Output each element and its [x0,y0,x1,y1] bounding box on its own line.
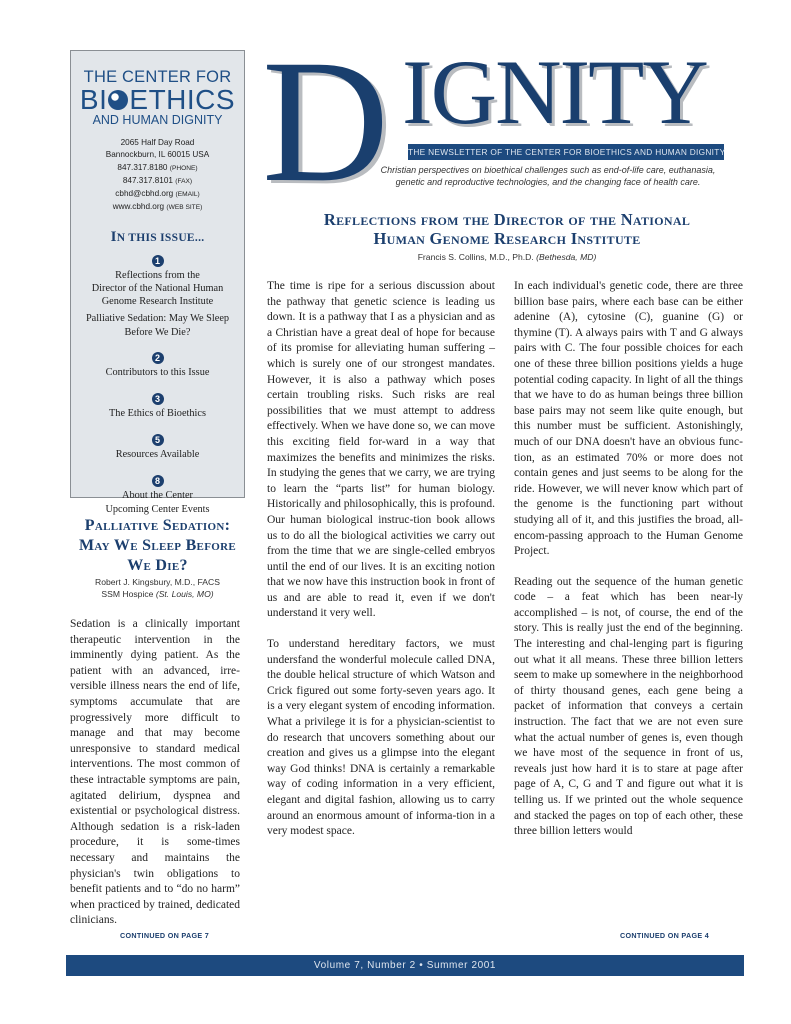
author-location: (Bethesda, MD) [536,252,597,262]
masthead-tagline [368,164,728,188]
title-line1: Palliative Sedation: [84,517,231,534]
page-number-badge: 1 [152,255,164,267]
toc-item: About the Center [122,490,193,502]
fax-label: (FAX) [175,177,193,185]
phone-line [71,162,244,175]
paragraph: Reading out the sequence of the human genetic code – a feat which has been near-ly accomplished – is not, of course, the end of the story. This is really just the end of the beginning. The interesting and chal-lenging part is figuring out what it all means. These three billion letters seem to make up somewhere in the neighborhood of thirty thousand genes, each gene being a packet of information that conveys a certain instruction. The fact that we are not even sure what the actual number of genes is, even though we have most of the sequence in front of us, reveals just how hard it is to stare at page after page of A, C, G and T and figure out what it is telling us. If we printed out the whole sequence and stacked the pages on top of each other, these three billion letters would [514,575,743,838]
toc-group-page-8[interactable] [71,471,244,515]
toc-item: Director of the National Human [91,282,224,294]
main-article-title [262,211,752,248]
org-name-bi: BI [79,84,108,115]
web-label: (WEB SITE) [166,204,203,212]
email-line [71,188,244,201]
globe-icon [108,90,128,110]
toc-group-page-1[interactable] [71,251,244,339]
email-link[interactable]: cbhd@cbhd.org [115,189,174,199]
page-number-badge: 2 [152,352,164,364]
issue-footer-bar: Volume 7, Number 2 • Summer 2001 [66,955,744,976]
tagline-line1: Christian perspectives on bioethical challenges such as end-of-life care, euthanasia, [380,165,716,175]
fax-line [71,175,244,188]
title-line1: Reflections from the Director of the National [323,210,691,229]
toc-item: Contributors to this Issue [105,366,210,378]
side-article-header [70,516,245,600]
toc-item: Upcoming Center Events [105,503,210,515]
title-line2: May We Sleep Before [79,537,236,554]
phone-label: (PHONE) [169,164,198,172]
author-name: Francis S. Collins, M.D., Ph.D. [417,252,534,262]
toc-item: Palliative Sedation: May We Sleep [85,313,230,325]
continued-link-right[interactable]: CONTINUED ON PAGE 4 [620,931,710,940]
in-this-issue-heading [71,229,244,246]
main-article-byline [262,252,752,262]
web-line [71,201,244,214]
paragraph: Sedation is a clinically important therapeutic intervention in the imminently dying patient. As the patient with an advanced, irre-versible illness nears the end of life, symptoms accumulate that are progressively more difficult to manage and that may become unresponsive to standard medical interventions. The most common of these intractable symptoms are pain, agitated delirium, dyspnea and existential or psychological distress. Although sedation is a risk-laden procedure, it is some-times necessary and maintains the physician's twin obligations to benefit patients and to “do no harm” when practiced by trained, dedicated clinicians. [70,618,240,927]
org-name-line1: THE CENTER FOR [83,68,232,86]
masthead-title: IGNITY [402,41,707,143]
paragraph: To understand hereditary factors, we must undersfand the wonderful molecule called DNA, the double helical structure of which Watson and Crick figured out some forty-seven years ago. It is a very elegant system of encoding information. What a privilege it is for a physician-scientist to do research that uncovers something about our creation and gives us a glimpse into the elegant way God thinks! DNA is certainly a remarkable way of coding information in a very efficient, elegant and digital fashion, allowing us to carry around an enormous amount of informa-tion in a very modest space. [267,638,495,838]
contact-address [71,137,244,215]
toc-item: Genome Research Institute [101,296,214,308]
phone-number: 847.317.8180 [117,162,168,172]
paragraph: In each individual's genetic code, there are three billion base pairs, where each base can be either adenine (A), cytosine (C), guanine (G) or thymine (T). A always pairs with T and G always pairs with C. The four possible choices for each one of these three billion positions yields a huge potential coding capacity. In light of all the things that we have to do as human beings three billion base pairs may not seem like quite enough, but this number must be sufficient. Astonishingly, much of our DNA doesn't have an obvious func-tion, as an estimated 70% or more does not contain genes and just seems to be along for the ride. However, we will never know which part of the genome is the functioning part without studying all of it, and this justifies the broad, all-encom-passing approach to the Human Genome Project. [514,280,743,558]
side-article-author: Robert J. Kingsbury, M.D., FACS [95,577,220,587]
website-link[interactable]: www.cbhd.org [112,202,165,212]
org-name: SSM Hospice [101,589,154,599]
toc-item: Resources Available [115,449,200,461]
email-label: (EMAIL) [175,191,200,199]
address-city: Bannockburn, IL 60015 USA [105,150,210,160]
masthead [256,24,756,219]
toc-item: Reflections from the [115,269,200,281]
toc-group-page-3[interactable] [71,389,244,420]
paragraph: The time is ripe for a serious discussion about the pathway that genetic science is leading us down. It is a pathway that I as a physician and as a Christian have a great deal of hope for because of its promise for alleviating human suffering – which is surely one of our strongest mandates. However, it is also a pathway which poses certain troubling risks. Such risks are real possibilities that we must attempt to address effectively. When we have done so, we can move this exciting field for-ward in a way that maximizes the benefits and minimizes the risks. In studying the genes that we carry, we are trying to learn the “parts list” for human biology. Historically and philosophically, this is profound. Our human biological instruc-tion book allows us to do all the biological activities we carry out from the time that we are single-celled embryos until the end of our lives. It is an exciting notion that we now have this instruction book in front of us and are able to read it, even if we don't understand it very well. [267,280,495,620]
side-article-body [70,617,240,944]
page-number-badge: 3 [152,393,164,405]
heading-rest: N THIS ISSUE... [116,231,205,244]
page-number-badge: 5 [152,434,164,446]
address-street: 2065 Half Day Road [120,138,195,147]
tagline-line2: genetic and reproductive technologies, and the changing face of health care. [395,177,701,187]
org-location: (St. Louis, MO) [155,589,214,599]
fax-number: 847.317.8101 [122,175,173,185]
side-article-org [70,588,245,600]
masthead-initial: D [262,24,390,219]
main-article-column-2 [514,279,743,855]
continued-link-left[interactable]: CONTINUED ON PAGE 7 [120,931,210,940]
org-name-line3: AND HUMAN DIGNITY [92,113,223,127]
toc-group-page-2[interactable] [71,348,244,379]
toc-item: The Ethics of Bioethics [109,408,206,419]
heading-initial: I [110,228,117,245]
org-name-ethics: ETHICS [129,84,236,115]
page-number-badge: 8 [152,475,164,487]
title-line2: Human Genome Research Institute [373,228,641,248]
main-article-header [262,211,752,262]
side-article-title [70,516,245,576]
main-article-column-1 [267,279,495,855]
toc-item: Before We Die? [124,326,191,338]
title-line3: We Die? [127,557,188,574]
masthead-banner: THE NEWSLETTER OF THE CENTER FOR BIOETHICS AND HUMAN DIGNITY [408,144,724,160]
toc-group-page-5[interactable] [71,430,244,461]
sidebar-box [70,50,245,515]
org-name-line2 [71,86,244,113]
